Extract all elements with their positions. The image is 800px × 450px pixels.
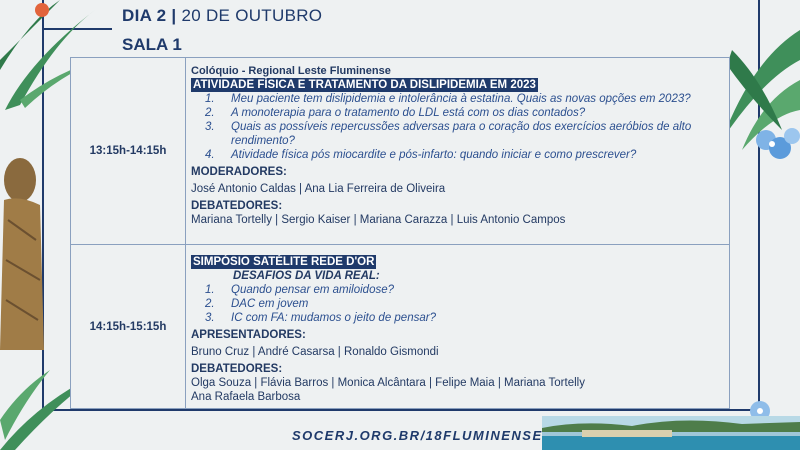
- schedule-table: [70, 57, 730, 409]
- session-subtitle: Colóquio - Regional Leste Fluminense: [191, 65, 391, 77]
- session-title: SIMPÓSIO SATÉLITE REDE D'OR: [193, 256, 375, 268]
- question-item: 1. Quando pensar em amiloidose?: [205, 284, 395, 296]
- day-heading: [122, 6, 322, 26]
- presenters-label: APRESENTADORES:: [191, 329, 306, 341]
- day-label: DIA 2 |: [122, 6, 177, 25]
- frame-line-bottom: [42, 409, 760, 411]
- moderators-label: MODERADORES:: [191, 166, 287, 178]
- session-time: 13:15h-14:15h: [89, 145, 167, 157]
- presenters-names: Bruno Cruz | André Casarsa | Ronaldo Gismondi: [191, 346, 439, 358]
- session-content: [191, 255, 723, 404]
- debaters-names: Olga Souza | Flávia Barros | Monica Alcântara | Felipe Maia | Mariana Tortelly: [191, 377, 585, 389]
- question-item: 3. Quais as possíveis repercussões adversas para o coração dos exercícios aeróbios de alto rendimento?: [205, 121, 692, 147]
- question-item: 2. DAC em jovem: [205, 298, 309, 310]
- question-list: [191, 92, 723, 162]
- blue-flower-icon: [748, 120, 800, 170]
- room-heading: SALA 1: [122, 35, 182, 54]
- debaters-names-continued: Ana Rafaela Barbosa: [191, 391, 301, 403]
- date-label: 20 DE OUTUBRO: [181, 6, 323, 25]
- time-cell: [71, 245, 186, 408]
- session-time: 14:15h-15:15h: [89, 320, 167, 333]
- question-list: [191, 283, 723, 325]
- question-item: 2. A monoterapia para o tratamento do LDL está com os dias contados?: [205, 107, 586, 119]
- question-item: 3. IC com FA: mudamos o jeito de pensar?: [205, 312, 436, 324]
- time-cell: [71, 58, 186, 244]
- debaters-label: DEBATEDORES:: [191, 363, 283, 375]
- question-item: 4. Atividade física pós miocardite e pós-infarto: quando iniciar e como prescrever?: [205, 149, 637, 161]
- debaters-label: DEBATEDORES:: [191, 200, 283, 212]
- moderators-names: José Antonio Caldas | Ana Lia Ferreira de Oliveira: [191, 183, 446, 195]
- session-content: [191, 64, 723, 227]
- question-item: 1. Meu paciente tem dislipidemia e intolerância à estatina. Quais as novas opções em 2023?: [205, 93, 691, 105]
- session-title: ATIVIDADE FÍSICA E TRATAMENTO DA DISLIPIDEMIA EM 2023: [193, 79, 536, 91]
- debaters-names: Mariana Tortelly | Sergio Kaiser | Mariana Carazza | Luis Antonio Campos: [191, 214, 566, 226]
- beach-photo: [542, 416, 800, 450]
- session-subtitle: DESAFIOS DA VIDA REAL:: [233, 270, 380, 282]
- website-link[interactable]: SOCERJ.ORG.BR/18FLUMINENSE: [292, 428, 543, 443]
